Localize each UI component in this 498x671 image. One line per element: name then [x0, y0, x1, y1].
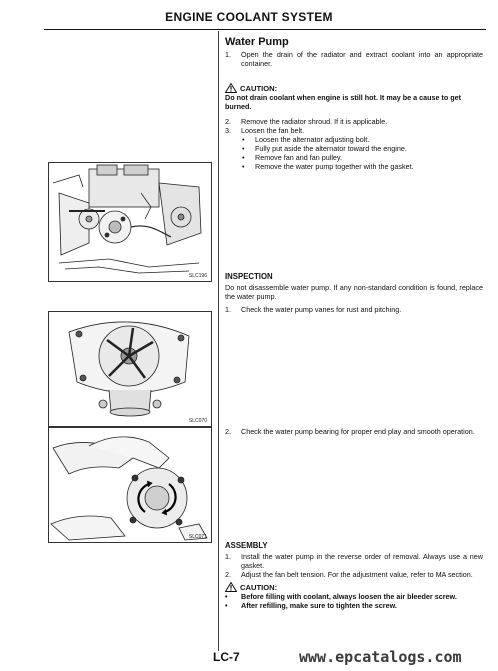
- column-divider: [218, 31, 219, 651]
- step-number: 2.: [225, 427, 231, 436]
- inspection-title: INSPECTION: [225, 272, 273, 281]
- bullet-text: Remove fan and fan pulley.: [255, 153, 342, 162]
- step-item: [225, 117, 483, 126]
- inspection-section: [225, 272, 483, 314]
- assembly-section: [225, 541, 483, 610]
- warning-triangle-icon: [225, 83, 237, 93]
- caution-label: CAUTION:: [240, 582, 278, 592]
- step-text: Check the water pump bearing for proper end play and smooth operation.: [241, 427, 475, 436]
- bearing-check-illustration: [49, 428, 211, 542]
- step-text: Remove the radiator shroud. If it is applicable.: [241, 117, 388, 126]
- caution-bullet: [225, 592, 483, 601]
- step-text: Adjust the fan belt tension. For the adjustment value, refer to MA section.: [241, 570, 473, 579]
- step-text: Install the water pump in the reverse order of removal. Always use a new gasket.: [241, 552, 483, 570]
- bullet-item: [225, 144, 483, 153]
- caution-text: Do not drain coolant when engine is still hot. It may be a cause to get burned.: [225, 93, 462, 111]
- step-item: [225, 50, 483, 68]
- caution-label: CAUTION:: [240, 83, 278, 93]
- step-number: 2.: [225, 570, 231, 579]
- assembly-title: ASSEMBLY: [225, 541, 268, 550]
- step-number: 1.: [225, 305, 231, 314]
- step-text: Open the drain of the radiator and extract coolant into an appropriate container.: [241, 50, 483, 68]
- engine-illustration: [49, 163, 211, 281]
- figure-code: SLC070: [188, 418, 207, 424]
- inspection-intro: Do not disassemble water pump. If any non-standard condition is found, replace the water pump.: [225, 283, 483, 301]
- bullet-item: [225, 162, 483, 171]
- caution-heading: [225, 83, 483, 93]
- caution-heading: [225, 582, 483, 592]
- bullet-item: [225, 153, 483, 162]
- bullet-dot: •: [242, 135, 245, 144]
- figure-code: SLC071: [188, 534, 207, 540]
- bullet-dot: •: [225, 601, 228, 610]
- page-number: LC-7: [213, 650, 240, 664]
- step-number: 3.: [225, 126, 231, 135]
- inspection-step-2: [225, 427, 483, 436]
- bullet-text: Fully put aside the alternator toward the engine.: [255, 144, 407, 153]
- watermark: www.epcatalogs.com: [299, 648, 462, 666]
- water-pump-illustration: [49, 312, 211, 426]
- bullet-dot: •: [242, 144, 245, 153]
- figure-engine-water-pump: [48, 162, 212, 282]
- step-number: 1.: [225, 552, 231, 561]
- water-pump-section: [225, 38, 483, 68]
- bullet-text: Remove the water pump together with the gasket.: [255, 162, 414, 171]
- bullet-dot: •: [242, 162, 245, 171]
- step-number: 1.: [225, 50, 231, 59]
- caution-bullet-text: Before filling with coolant, always loosen the air bleeder screw.: [241, 592, 457, 601]
- figure-water-pump-vanes: [48, 311, 212, 427]
- step-number: 2.: [225, 117, 231, 126]
- step-item: [225, 552, 483, 570]
- caution-bullet-text: After refilling, make sure to tighten the screw.: [241, 601, 397, 610]
- warning-triangle-icon: [225, 582, 237, 592]
- bullet-dot: •: [225, 592, 228, 601]
- step-item: [225, 427, 483, 436]
- figure-water-pump-bearing-check: [48, 427, 212, 543]
- step-item: [225, 305, 483, 314]
- step-item: [225, 570, 483, 579]
- step-text: Check the water pump vanes for rust and pitching.: [241, 305, 402, 314]
- bullet-text: Loosen the alternator adjusting bolt.: [255, 135, 370, 144]
- bullet-item: [225, 135, 483, 144]
- page-header-title: ENGINE COOLANT SYSTEM: [165, 10, 333, 24]
- step-text: Loosen the fan belt.: [241, 126, 305, 135]
- header-rule: [44, 29, 486, 30]
- caution-bullet: [225, 601, 483, 610]
- removal-steps: [225, 117, 483, 171]
- caution-block-1: [225, 83, 483, 111]
- step-item: [225, 126, 483, 135]
- bullet-dot: •: [242, 153, 245, 162]
- section-title: Water Pump: [225, 36, 289, 48]
- figure-code: SLC196: [188, 273, 207, 279]
